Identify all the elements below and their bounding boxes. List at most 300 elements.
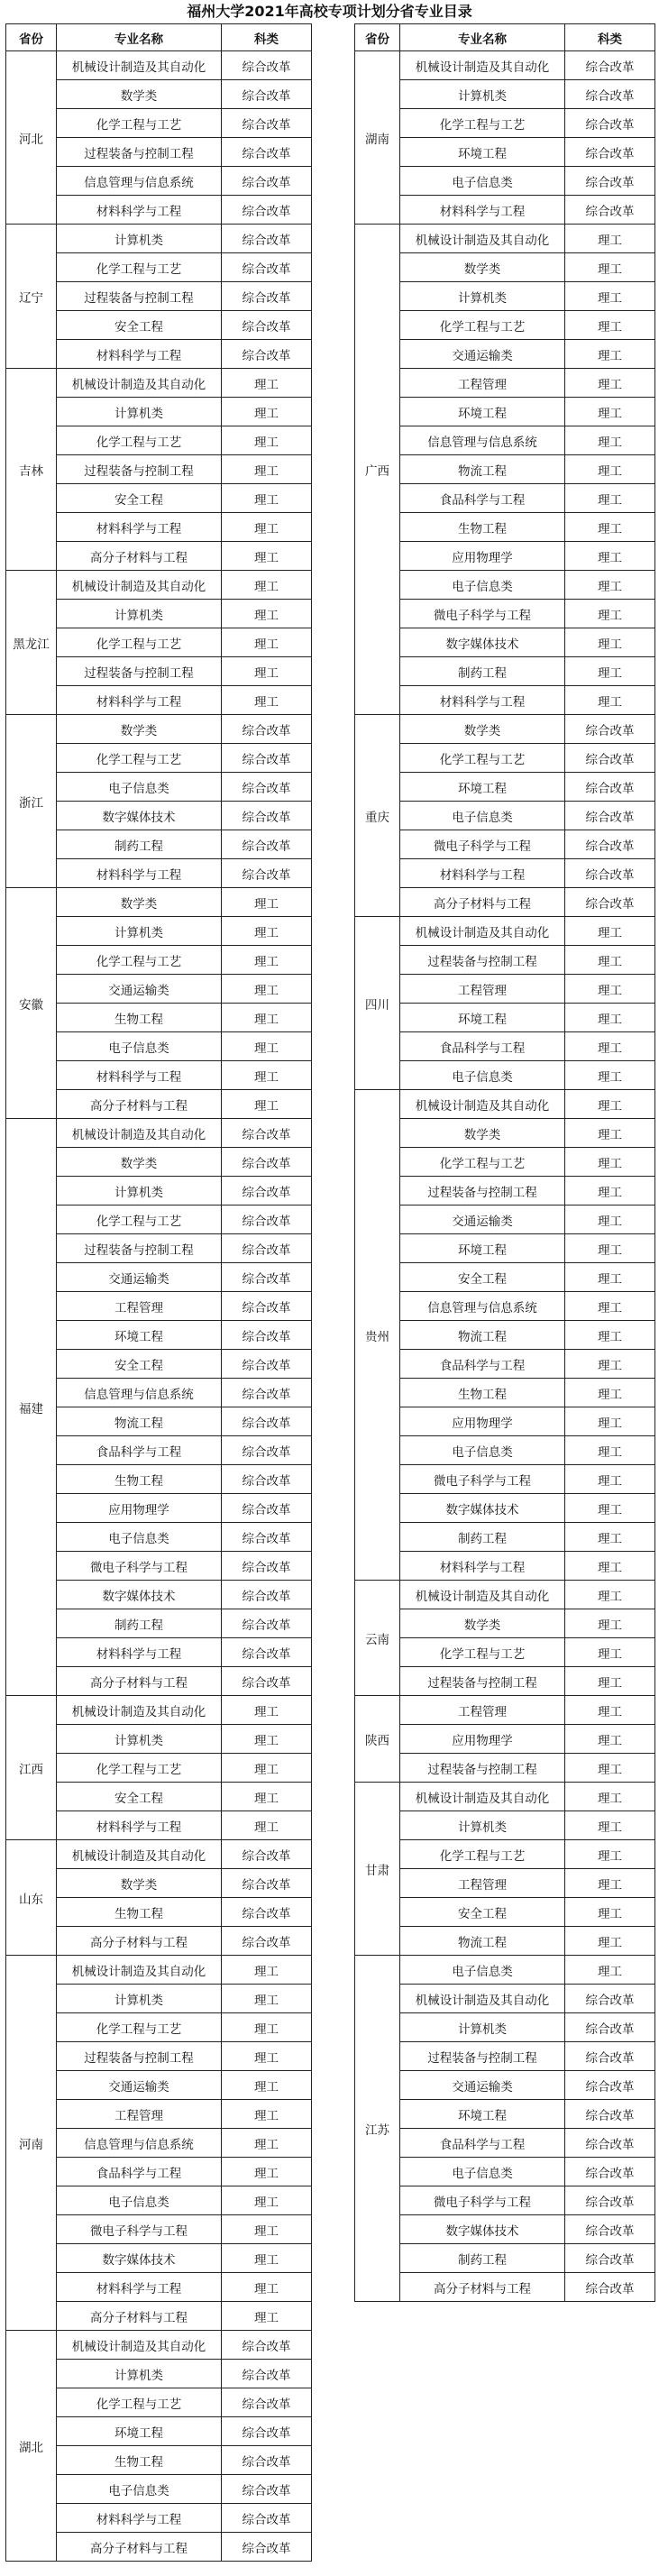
category-cell: 综合改革 [565, 2100, 655, 2129]
major-cell: 数字媒体技术 [400, 628, 565, 657]
category-cell: 综合改革 [565, 830, 655, 859]
table-row [355, 196, 655, 225]
major-cell: 制药工程 [400, 2244, 565, 2273]
category-cell: 综合改革 [565, 859, 655, 888]
major-cell: 材料科学与工程 [57, 2273, 222, 2302]
category-cell: 理工 [222, 2129, 312, 2158]
table-row [6, 715, 312, 744]
major-cell: 计算机类 [57, 2360, 222, 2388]
category-cell: 综合改革 [222, 1205, 312, 1234]
category-cell: 综合改革 [222, 1321, 312, 1350]
major-cell: 材料科学与工程 [400, 859, 565, 888]
category-cell: 综合改革 [222, 109, 312, 138]
major-cell: 高分子材料与工程 [57, 2533, 222, 2562]
province-cell: 浙江 [6, 715, 57, 888]
major-cell: 化学工程与工艺 [57, 109, 222, 138]
category-cell: 综合改革 [222, 282, 312, 311]
table-row [355, 1465, 655, 1494]
major-cell: 制药工程 [400, 657, 565, 686]
major-cell: 交通运输类 [57, 1263, 222, 1292]
category-cell: 综合改革 [565, 2215, 655, 2244]
category-cell: 综合改革 [565, 167, 655, 196]
major-cell: 材料科学与工程 [400, 1552, 565, 1581]
major-cell: 数学类 [400, 715, 565, 744]
major-cell: 高分子材料与工程 [57, 1667, 222, 1696]
province-cell: 甘肃 [355, 1783, 400, 1956]
major-cell: 材料科学与工程 [57, 2504, 222, 2533]
province-cell: 贵州 [355, 1090, 400, 1581]
major-cell: 环境工程 [400, 1234, 565, 1263]
major-cell: 化学工程与工艺 [57, 1205, 222, 1234]
category-cell: 理工 [565, 1465, 655, 1494]
header-province: 省份 [6, 24, 57, 51]
category-cell: 理工 [565, 1725, 655, 1754]
major-cell: 生物工程 [57, 2446, 222, 2475]
major-cell: 高分子材料与工程 [57, 542, 222, 571]
category-cell: 理工 [222, 426, 312, 455]
province-cell: 广西 [355, 225, 400, 715]
province-cell: 四川 [355, 917, 400, 1090]
table-row [355, 628, 655, 657]
major-cell: 应用物理学 [400, 542, 565, 571]
table-row [355, 1667, 655, 1696]
major-cell: 微电子科学与工程 [400, 600, 565, 628]
major-cell: 高分子材料与工程 [400, 888, 565, 917]
category-cell: 综合改革 [565, 138, 655, 167]
category-cell: 理工 [222, 2071, 312, 2100]
category-cell: 综合改革 [565, 1985, 655, 2013]
category-cell: 理工 [565, 1811, 655, 1840]
province-cell: 河南 [6, 1956, 57, 2331]
category-cell: 理工 [565, 1205, 655, 1234]
major-cell: 应用物理学 [400, 1725, 565, 1754]
category-cell: 综合改革 [222, 1667, 312, 1696]
major-cell: 机械设计制造及其自动化 [400, 917, 565, 946]
major-cell: 高分子材料与工程 [57, 2302, 222, 2331]
category-cell: 综合改革 [222, 802, 312, 830]
category-cell: 综合改革 [222, 1869, 312, 1898]
major-cell: 电子信息类 [57, 1032, 222, 1061]
table-row [355, 1523, 655, 1552]
category-cell: 理工 [222, 888, 312, 917]
category-cell: 理工 [565, 1754, 655, 1783]
major-cell: 安全工程 [57, 484, 222, 513]
major-cell: 材料科学与工程 [57, 196, 222, 225]
category-cell: 理工 [565, 340, 655, 369]
category-cell: 综合改革 [222, 1840, 312, 1869]
category-cell: 综合改革 [565, 51, 655, 80]
category-cell: 理工 [565, 398, 655, 426]
major-cell: 机械设计制造及其自动化 [57, 2331, 222, 2360]
table-row [355, 600, 655, 628]
major-cell: 制药工程 [57, 830, 222, 859]
category-cell: 理工 [222, 1696, 312, 1725]
category-cell: 综合改革 [222, 744, 312, 773]
category-cell: 理工 [222, 686, 312, 715]
table-row [355, 1205, 655, 1234]
category-cell: 理工 [222, 2215, 312, 2244]
major-cell: 信息管理与信息系统 [57, 1379, 222, 1407]
table-row [355, 1436, 655, 1465]
major-cell: 机械设计制造及其自动化 [57, 51, 222, 80]
category-cell: 理工 [565, 1494, 655, 1523]
category-cell: 理工 [222, 2273, 312, 2302]
major-cell: 材料科学与工程 [57, 340, 222, 369]
major-cell: 电子信息类 [400, 1061, 565, 1090]
major-cell: 物流工程 [57, 1407, 222, 1436]
category-cell: 理工 [565, 571, 655, 600]
category-cell: 综合改革 [222, 311, 312, 340]
province-cell: 重庆 [355, 715, 400, 917]
table-row [355, 2273, 655, 2302]
category-cell: 综合改革 [222, 715, 312, 744]
major-cell: 物流工程 [400, 1321, 565, 1350]
major-cell: 化学工程与工艺 [400, 311, 565, 340]
category-cell: 综合改革 [222, 1494, 312, 1523]
table-row [355, 484, 655, 513]
table-row [355, 1783, 655, 1811]
category-cell: 理工 [565, 1667, 655, 1696]
table-row [355, 109, 655, 138]
category-cell: 理工 [565, 1263, 655, 1292]
major-cell: 化学工程与工艺 [400, 744, 565, 773]
category-cell: 理工 [222, 542, 312, 571]
table-row [355, 2186, 655, 2215]
province-cell: 辽宁 [6, 225, 57, 369]
table-header-row [6, 24, 312, 51]
major-cell: 计算机类 [400, 80, 565, 109]
major-cell: 物流工程 [400, 455, 565, 484]
category-cell: 理工 [222, 2244, 312, 2273]
category-cell: 综合改革 [565, 744, 655, 773]
major-cell: 安全工程 [57, 311, 222, 340]
major-cell: 环境工程 [57, 2417, 222, 2446]
category-cell: 理工 [565, 1552, 655, 1581]
header-province: 省份 [355, 24, 400, 51]
category-cell: 理工 [222, 1956, 312, 1985]
category-cell: 综合改革 [222, 1119, 312, 1148]
category-cell: 综合改革 [565, 2042, 655, 2071]
category-cell: 理工 [565, 1869, 655, 1898]
category-cell: 理工 [565, 1379, 655, 1407]
category-cell: 理工 [565, 1119, 655, 1148]
category-cell: 理工 [565, 484, 655, 513]
category-cell: 理工 [565, 1004, 655, 1032]
major-cell: 交通运输类 [400, 1205, 565, 1234]
table-row [6, 225, 312, 253]
table-row [355, 2100, 655, 2129]
major-cell: 生物工程 [57, 1898, 222, 1927]
major-cell: 高分子材料与工程 [57, 1927, 222, 1956]
table-row [355, 2158, 655, 2186]
province-cell: 湖南 [355, 51, 400, 225]
major-cell: 材料科学与工程 [57, 859, 222, 888]
category-cell: 理工 [565, 628, 655, 657]
major-cell: 工程管理 [400, 369, 565, 398]
category-cell: 理工 [222, 2042, 312, 2071]
table-row [355, 1696, 655, 1725]
table-row [355, 888, 655, 917]
table-row [355, 715, 655, 744]
category-cell: 理工 [222, 1985, 312, 2013]
table-row [355, 2215, 655, 2244]
category-cell: 理工 [565, 282, 655, 311]
category-cell: 理工 [222, 484, 312, 513]
table-row [355, 1609, 655, 1638]
category-cell: 理工 [565, 657, 655, 686]
major-cell: 计算机类 [57, 1725, 222, 1754]
table-row [355, 657, 655, 686]
major-cell: 数学类 [57, 1869, 222, 1898]
table-row [355, 167, 655, 196]
table-row [355, 917, 655, 946]
province-cell: 河北 [6, 51, 57, 225]
major-cell: 工程管理 [57, 2100, 222, 2129]
major-cell: 微电子科学与工程 [400, 1465, 565, 1494]
major-cell: 安全工程 [400, 1263, 565, 1292]
major-cell: 电子信息类 [57, 1523, 222, 1552]
category-cell: 综合改革 [222, 80, 312, 109]
major-cell: 机械设计制造及其自动化 [57, 1119, 222, 1148]
category-cell: 理工 [565, 1407, 655, 1436]
table-row [355, 1090, 655, 1119]
table-row [355, 225, 655, 253]
major-cell: 数学类 [57, 888, 222, 917]
category-cell: 理工 [565, 1292, 655, 1321]
category-cell: 综合改革 [565, 715, 655, 744]
major-cell: 化学工程与工艺 [400, 1148, 565, 1177]
major-cell: 数学类 [400, 253, 565, 282]
category-cell: 理工 [565, 1436, 655, 1465]
category-cell: 综合改革 [565, 2129, 655, 2158]
category-cell: 综合改革 [222, 2388, 312, 2417]
table-row [355, 773, 655, 802]
category-cell: 综合改革 [222, 1552, 312, 1581]
category-cell: 综合改革 [222, 830, 312, 859]
major-cell: 高分子材料与工程 [57, 1090, 222, 1119]
major-cell: 过程装备与控制工程 [400, 946, 565, 975]
major-cell: 电子信息类 [400, 571, 565, 600]
table-row [355, 426, 655, 455]
table-row [355, 1581, 655, 1609]
major-cell: 数字媒体技术 [400, 1494, 565, 1523]
category-cell: 综合改革 [222, 340, 312, 369]
table-header-row [355, 24, 655, 51]
major-cell: 生物工程 [400, 1379, 565, 1407]
table-row [355, 1263, 655, 1292]
major-cell: 计算机类 [57, 225, 222, 253]
category-cell: 综合改革 [565, 196, 655, 225]
category-cell: 理工 [222, 2100, 312, 2129]
major-cell: 交通运输类 [400, 340, 565, 369]
major-cell: 交通运输类 [57, 975, 222, 1004]
major-cell: 数学类 [57, 715, 222, 744]
table-row [6, 1696, 312, 1725]
table-row [355, 1321, 655, 1350]
major-cell: 电子信息类 [400, 2158, 565, 2186]
major-cell: 安全工程 [400, 1898, 565, 1927]
category-cell: 综合改革 [565, 773, 655, 802]
category-cell: 理工 [222, 1032, 312, 1061]
header-major: 专业名称 [400, 24, 565, 51]
major-cell: 数学类 [57, 80, 222, 109]
major-cell: 应用物理学 [57, 1494, 222, 1523]
table-row [355, 369, 655, 398]
major-cell: 交通运输类 [400, 2071, 565, 2100]
major-cell: 计算机类 [57, 398, 222, 426]
table-row [355, 1032, 655, 1061]
major-cell: 食品科学与工程 [400, 1032, 565, 1061]
category-cell: 理工 [565, 1898, 655, 1927]
major-cell: 工程管理 [400, 1869, 565, 1898]
category-cell: 理工 [222, 657, 312, 686]
category-cell: 理工 [565, 1696, 655, 1725]
table-row [355, 1177, 655, 1205]
category-cell: 综合改革 [222, 2504, 312, 2533]
major-cell: 化学工程与工艺 [57, 426, 222, 455]
category-cell: 理工 [565, 1234, 655, 1263]
category-cell: 理工 [222, 600, 312, 628]
table-row [355, 2013, 655, 2042]
table-row [355, 1811, 655, 1840]
major-cell: 微电子科学与工程 [400, 830, 565, 859]
category-cell: 综合改革 [222, 1465, 312, 1494]
table-row [355, 1927, 655, 1956]
major-cell: 制药工程 [400, 1523, 565, 1552]
category-cell: 理工 [565, 1638, 655, 1667]
table-row [355, 2244, 655, 2273]
table-row [355, 1725, 655, 1754]
major-cell: 机械设计制造及其自动化 [400, 51, 565, 80]
major-cell: 电子信息类 [57, 773, 222, 802]
major-cell: 材料科学与工程 [57, 1061, 222, 1090]
category-cell: 理工 [565, 455, 655, 484]
major-cell: 生物工程 [400, 513, 565, 542]
category-cell: 综合改革 [222, 1523, 312, 1552]
table-row [355, 2129, 655, 2158]
major-cell: 生物工程 [57, 1004, 222, 1032]
category-cell: 综合改革 [222, 1263, 312, 1292]
category-cell: 理工 [222, 2158, 312, 2186]
major-cell: 计算机类 [400, 2013, 565, 2042]
table-row [355, 2071, 655, 2100]
major-cell: 微电子科学与工程 [57, 2215, 222, 2244]
category-cell: 综合改革 [222, 1350, 312, 1379]
category-cell: 综合改革 [222, 1407, 312, 1436]
category-cell: 理工 [565, 513, 655, 542]
table-row [355, 2042, 655, 2071]
major-cell: 化学工程与工艺 [57, 744, 222, 773]
category-cell: 理工 [565, 1609, 655, 1638]
major-cell: 机械设计制造及其自动化 [57, 571, 222, 600]
table-row [355, 253, 655, 282]
table-row [355, 1638, 655, 1667]
major-cell: 机械设计制造及其自动化 [400, 1581, 565, 1609]
major-cell: 食品科学与工程 [57, 1436, 222, 1465]
major-cell: 制药工程 [57, 1609, 222, 1638]
category-cell: 理工 [565, 1783, 655, 1811]
major-cell: 化学工程与工艺 [400, 109, 565, 138]
major-cell: 过程装备与控制工程 [400, 1667, 565, 1696]
table-row [355, 1148, 655, 1177]
table-row [355, 1004, 655, 1032]
table-row [355, 1898, 655, 1927]
major-cell: 数字媒体技术 [57, 802, 222, 830]
major-cell: 环境工程 [400, 1004, 565, 1032]
table-row [355, 1494, 655, 1523]
major-cell: 机械设计制造及其自动化 [400, 1090, 565, 1119]
major-cell: 过程装备与控制工程 [57, 455, 222, 484]
table-row [355, 975, 655, 1004]
category-cell: 综合改革 [222, 1436, 312, 1465]
category-cell: 综合改革 [222, 1177, 312, 1205]
category-cell: 综合改革 [222, 1609, 312, 1638]
major-cell: 计算机类 [400, 1811, 565, 1840]
category-cell: 理工 [565, 225, 655, 253]
category-cell: 理工 [222, 2302, 312, 2331]
column-gap [311, 23, 354, 2575]
major-cell: 数学类 [400, 1609, 565, 1638]
province-cell: 吉林 [6, 369, 57, 571]
category-cell: 理工 [222, 398, 312, 426]
major-cell: 食品科学与工程 [400, 1350, 565, 1379]
header-category: 科类 [222, 24, 312, 51]
category-cell: 综合改革 [565, 2013, 655, 2042]
table-row [6, 1119, 312, 1148]
category-cell: 综合改革 [222, 1927, 312, 1956]
category-cell: 综合改革 [222, 1379, 312, 1407]
table-row [6, 2331, 312, 2360]
major-cell: 数学类 [57, 1148, 222, 1177]
major-cell: 化学工程与工艺 [400, 1638, 565, 1667]
major-cell: 机械设计制造及其自动化 [57, 1956, 222, 1985]
category-cell: 综合改革 [222, 2446, 312, 2475]
table-row [355, 1234, 655, 1263]
table-row [6, 1956, 312, 1985]
category-cell: 综合改革 [565, 2273, 655, 2302]
province-cell: 湖北 [6, 2331, 57, 2562]
major-cell: 机械设计制造及其自动化 [57, 1696, 222, 1725]
category-cell: 理工 [565, 1177, 655, 1205]
category-cell: 理工 [565, 917, 655, 946]
province-cell: 江西 [6, 1696, 57, 1840]
category-cell: 综合改革 [222, 2331, 312, 2360]
category-cell: 理工 [222, 369, 312, 398]
category-cell: 理工 [222, 2186, 312, 2215]
major-cell: 电子信息类 [57, 2475, 222, 2504]
major-cell: 电子信息类 [400, 167, 565, 196]
category-cell: 综合改革 [222, 196, 312, 225]
major-cell: 过程装备与控制工程 [400, 2042, 565, 2071]
table-row [355, 138, 655, 167]
table-row [355, 455, 655, 484]
province-cell: 福建 [6, 1119, 57, 1696]
major-cell: 过程装备与控制工程 [57, 657, 222, 686]
category-cell: 综合改革 [565, 2244, 655, 2273]
table-row [355, 282, 655, 311]
major-cell: 高分子材料与工程 [400, 2273, 565, 2302]
category-cell: 理工 [222, 1725, 312, 1754]
province-cell: 安徽 [6, 888, 57, 1119]
major-cell: 环境工程 [400, 398, 565, 426]
major-cell: 交通运输类 [57, 2071, 222, 2100]
major-cell: 环境工程 [400, 2100, 565, 2129]
province-cell: 云南 [355, 1581, 400, 1696]
category-cell: 综合改革 [222, 2360, 312, 2388]
table-row [6, 888, 312, 917]
page-title: 福州大学2021年高校专项计划分省专业目录 [187, 3, 472, 20]
table-row [355, 1985, 655, 2013]
